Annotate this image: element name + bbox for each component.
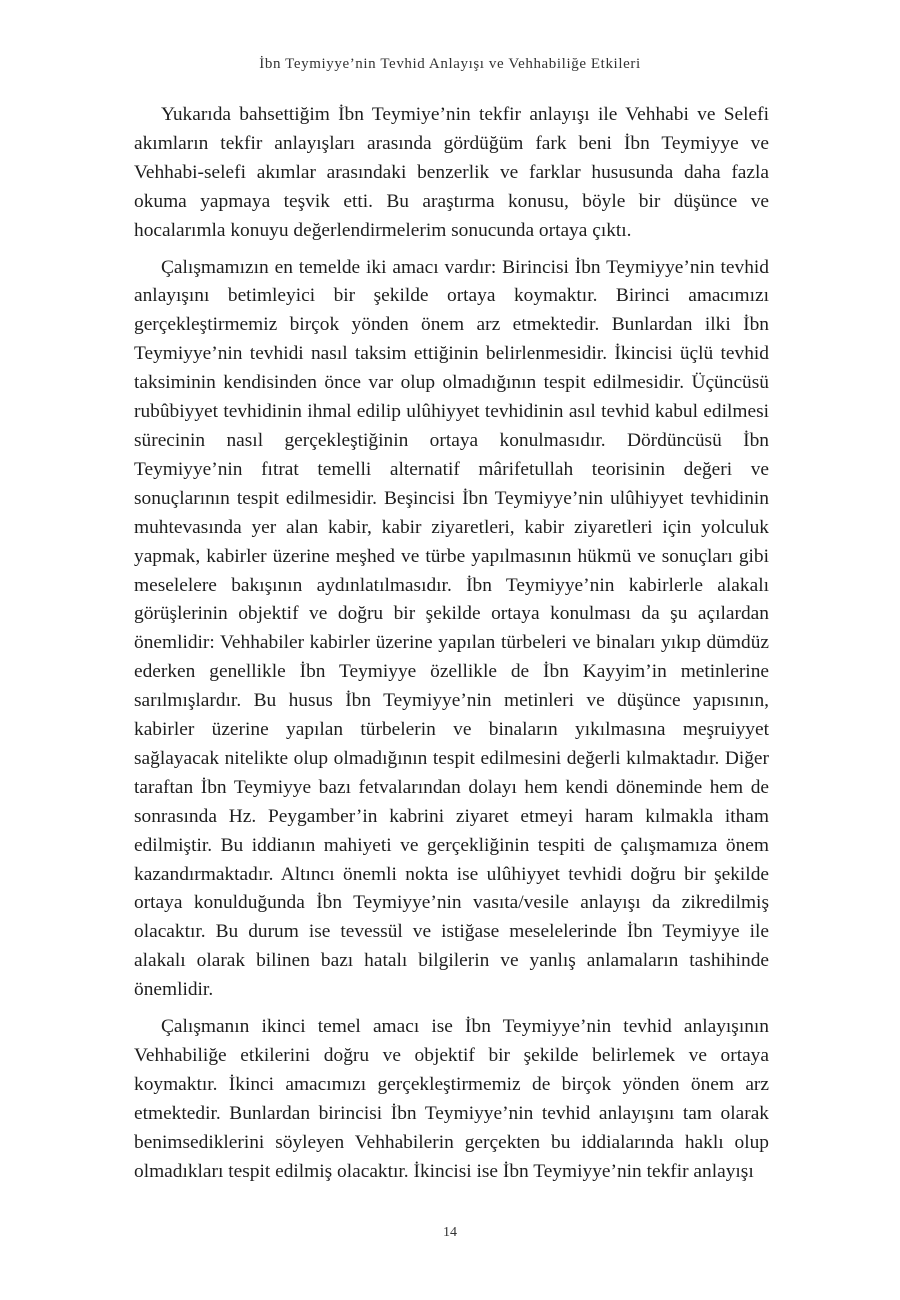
page-number: 14 [443,1225,457,1240]
paragraph: Çalışmamızın en temelde iki amacı vardır: Birincisi İbn Teymiyye’nin tevhid anlayışını betimleyici bir şekilde ortaya koymaktır. Birinci amacımızı gerçekleştirmemiz birçok yönden önem arz etmektedir. Bunlardan ilki İbn Teymiyye’nin tevhidi nasıl taksim ettiğinin belirlenmesidir. İkincisi üçlü tevhid taksiminin kendisinden önce var olup olmadığının tespit edilmesidir. Üçüncüsü rubûbiyyet tevhidinin ihmal edilip ulûhiyyet tevhidinin asıl tevhid kabul edilmesi sürecinin nasıl gerçekleştiğinin ortaya konulmasıdır. Dördüncüsü İbn Teymiyye’nin fıtrat temelli alternatif mârifetullah teorisinin değeri ve sonuçlarının tespit edilmesidir. Beşincisi İbn Teymiyye’nin ulûhiyyet tevhidinin muhtevasında yer alan kabir, kabir ziyaretleri, kabir ziyaretleri için yolculuk yapmak, kabirler üzerine meşhed ve türbe yapılmasının hükmü ve sonuçları gibi meselelere bakışının aydınlatılmasıdır. İbn Teymiyye’nin kabirlerle alakalı görüşlerinin objektif ve doğru bir şekilde ortaya konulması da şu açılardan önemlidir: Vehhabiler kabirler üzerine yapılan türbeleri ve binaları yıkıp dümdüz ederken genellikle İbn Teymiyye özellikle de İbn Kayyim’in metinlerine sarılmışlardır. Bu husus İbn Teymiyye’nin metinleri ve düşünce yapısının, kabirler üzerine yapılan türbelerin ve binaların yıkılmasına meşruiyyet sağlayacak nitelikte olup olmadığının tespit edilmesini değerli kılmaktadır. Diğer taraftan İbn Teymiyye bazı fetvalarından dolayı hem kendi döneminde hem de sonrasında Hz. Peygamber’in kabrini ziyaret etmeyi haram kılmakla itham edilmiştir. Bu iddianın mahiyeti ve gerçekliğinin tespiti de çalışmamıza önem kazandırmaktadır. Altıncı önemli nokta ise ulûhiyyet tevhidi doğru bir şekilde ortaya konulduğunda İbn Teymiyye’nin vasıta/vesile anlayışı da zikredilmiş olacaktır. Bu durum ise tevessül ve istiğase meselelerinde İbn Teymiyye ile alakalı olarak bilinen bazı hatalı bilgilerin ve yanlış anlamaların tashihinde önemlidir. [134,256,769,1001]
running-header: İbn Teymiyye’nin Tevhid Anlayışı ve Vehhabiliğe Etkileri [259,56,641,72]
paragraph: Çalışmanın ikinci temel amacı ise İbn Teymiyye’nin tevhid anlayışının Vehhabiliğe etkilerini doğru ve objektif bir şekilde belirlemek ve ortaya koymaktır. İkinci amacımızı gerçekleştirmemiz de birçok yönden önem arz etmektedir. Bunlardan birincisi İbn Teymiyye’nin tevhid anlayışını tam olarak benimsediklerini söyleyen Vehhabilerin gerçekten bu iddialarında haklı olup olmadıkları tespit edilmiş olacaktır. İkincisi ise İbn Teymiyye’nin tekfir anlayışı [134,1016,769,1182]
body-text [134,101,769,1195]
paragraph: Yukarıda bahsettiğim İbn Teymiye’nin tekfir anlayışı ile Vehhabi ve Selefi akımların tekfir anlayışları arasında gördüğüm fark beni İbn Teymiyye ve Vehhabi-selefi akımlar arasındaki benzerlik ve farklar hususunda daha fazla okuma yapmaya teşvik etti. Bu araştırma konusu, böyle bir düşünce ve hocalarımla konuyu değerlendirmelerim sonucunda ortaya çıktı. [134,104,769,241]
